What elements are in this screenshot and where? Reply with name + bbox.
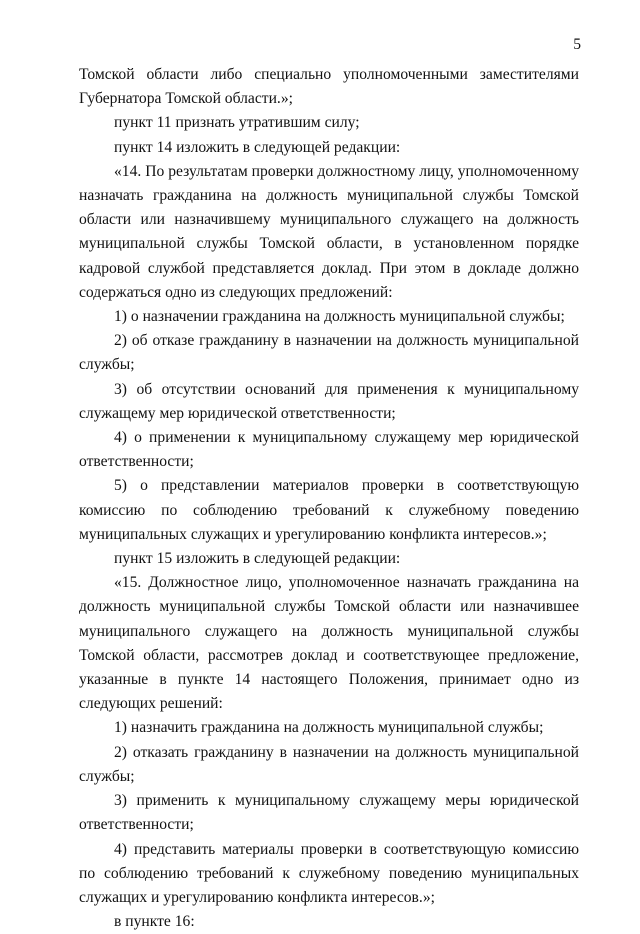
paragraph: 1) о назначении гражданина на должность муниципальной службы; (114, 308, 565, 326)
page-number: 5 (573, 36, 581, 53)
paragraph: 2) об отказе гражданину в назначении на должность муниципальной службы; (79, 332, 579, 374)
paragraph: 4) представить материалы проверки в соответствующую комиссию по соблюдению требований к служебному поведению муниципальных служащих и урегулированию конфликта интересов.»; (79, 840, 579, 906)
paragraph: пункт 15 изложить в следующей редакции: (114, 550, 401, 568)
paragraph: в пункте 16: (114, 913, 195, 931)
paragraph: 3) об отсутствии оснований для применения к муниципальному служащему мер юридической ответственности; (79, 380, 579, 422)
paragraph: 3) применить к муниципальному служащему меры юридической ответственности; (79, 792, 579, 834)
paragraph: 2) отказать гражданину в назначении на должность муниципальной службы; (79, 743, 579, 785)
paragraph: Томской области либо специально уполномоченными заместителями Губернатора Томской области.»; (79, 66, 579, 108)
paragraph: пункт 14 изложить в следующей редакции: (114, 138, 401, 156)
paragraph: 5) о представлении материалов проверки в соответствующую комиссию по соблюдению требований к служебному поведению муниципальных служащих и урегулированию конфликта интересов.»; (79, 477, 579, 543)
paragraph: «15. Должностное лицо, уполномоченное назначать гражданина на должность муниципальной службы Томской области или назначившее муниципального служащего на должность муниципальной службы Томской области, рассмотрев доклад и соответствующее предложение, указанные в пункте 14 настоящего Положения, принимает одно из следующих решений: (79, 574, 579, 713)
paragraph: «14. По результатам проверки должностному лицу, уполномоченному назначать гражданина на должность муниципальной службы Томской области или назначившему муниципального служащего на должность муниципальной службы Томской области, в установленном порядке кадровой службой представляется доклад. При этом в докладе должно содержаться одно из следующих предложений: (79, 162, 579, 301)
document-body (79, 63, 579, 934)
paragraph: 4) о применении к муниципальному служащему мер юридической ответственности; (79, 429, 579, 471)
paragraph: пункт 11 признать утратившим силу; (114, 114, 360, 132)
paragraph: 1) назначить гражданина на должность муниципальной службы; (114, 719, 544, 737)
